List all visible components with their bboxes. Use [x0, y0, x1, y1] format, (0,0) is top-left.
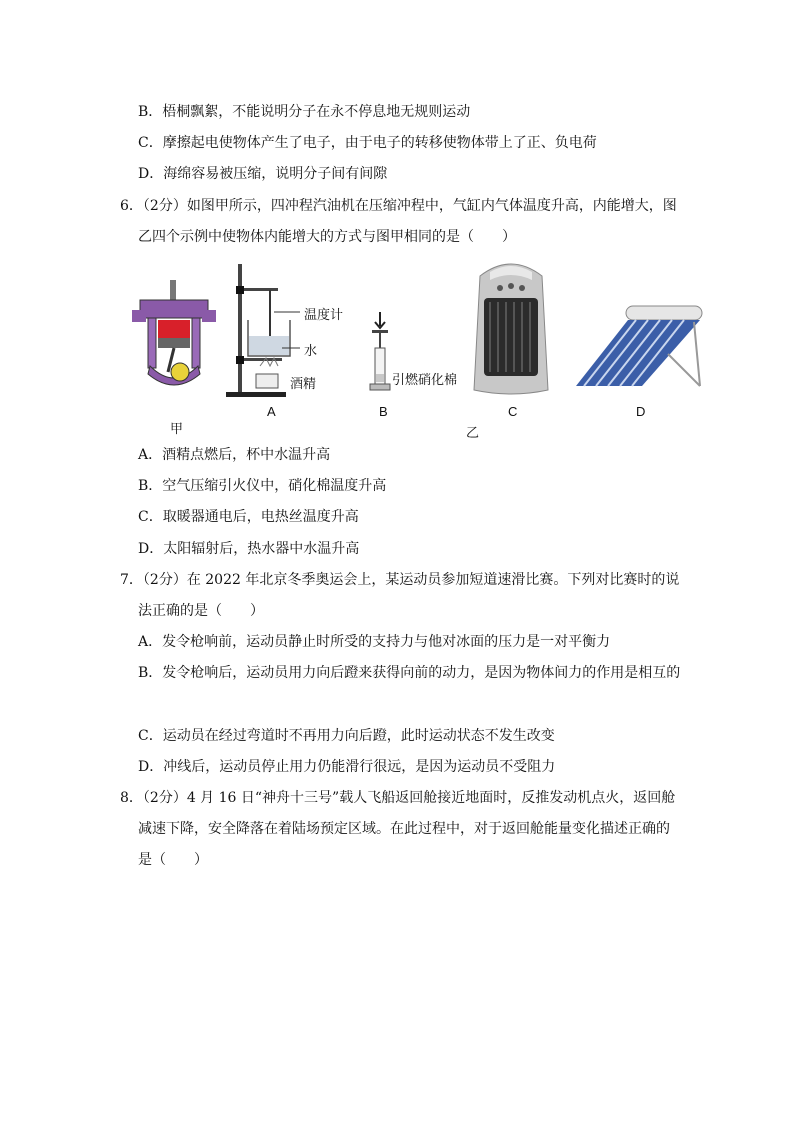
air-compression-igniter-figure	[368, 310, 392, 394]
alcohol-lamp-heating-figure	[226, 262, 350, 402]
q6-option-c: C．取暖器通电后，电热丝温度升高	[138, 509, 359, 525]
label-yi: 乙	[466, 425, 480, 440]
engine-compression-figure	[132, 278, 216, 388]
solar-water-heater-figure	[574, 302, 706, 394]
q6-option-a: A．酒精点燃后，杯中水温升高	[138, 447, 331, 463]
q7-stem-line2: 法正确的是（ ）	[138, 603, 264, 619]
q6-stem-line2: 乙四个示例中使物体内能增大的方式与图甲相同的是（ ）	[138, 229, 516, 245]
label-cotton: 引燃硝化棉	[392, 372, 458, 387]
label-a: A	[267, 404, 276, 419]
q5-option-c: C．摩擦起电使物体产生了电子，由于电子的转移使物体带上了正、负电荷	[138, 135, 597, 151]
q5-option-d: D．海绵容易被压缩，说明分子间有间隙	[138, 166, 388, 182]
q7-option-a: A．发令枪响前，运动员静止时所受的支持力与他对冰面的压力是一对平衡力	[138, 634, 611, 650]
q6-option-b: B．空气压缩引火仪中，硝化棉温度升高	[138, 478, 387, 494]
label-alcohol: 酒精	[290, 376, 317, 391]
q7-stem-line1: 7．（2分）在 2022 年北京冬季奥运会上，某运动员参加短道速滑比赛。下列对比赛时的说	[120, 572, 680, 588]
q5-option-b: B．梧桐飘絮，不能说明分子在永不停息地无规则运动	[138, 104, 471, 120]
q7-option-d: D．冲线后，运动员停止用力仍能滑行很远，是因为运动员不受阻力	[138, 759, 556, 775]
label-d: D	[636, 404, 646, 419]
q6-stem-line1: 6．（2分）如图甲所示，四冲程汽油机在压缩冲程中，气缸内气体温度升高，内能增大，图	[120, 198, 677, 214]
q7-option-c: C．运动员在经过弯道时不再用力向后蹬，此时运动状态不发生改变	[138, 728, 555, 744]
label-c: C	[508, 404, 518, 419]
q8-stem-line2: 减速下降，安全降落在着陆场预定区域。在此过程中，对于返回舱能量变化描述正确的	[138, 821, 670, 837]
q8-stem-line3: 是（ ）	[138, 852, 208, 868]
electric-heater-figure	[470, 256, 552, 398]
q6-option-d: D．太阳辐射后，热水器中水温升高	[138, 541, 360, 557]
q8-stem-line1: 8．（2分）4 月 16 日“神舟十三号”载人飞船返回舱接近地面时，反推发动机点火，返回舱	[120, 790, 676, 806]
q7-option-b: B．发令枪响后，运动员用力向后蹬来获得向前的动力，是因为物体间力的作用是相互的	[138, 665, 681, 681]
label-thermometer: 温度计	[304, 307, 344, 322]
label-jia: 甲	[170, 421, 184, 436]
label-b: B	[379, 404, 388, 419]
label-water: 水	[304, 343, 318, 358]
